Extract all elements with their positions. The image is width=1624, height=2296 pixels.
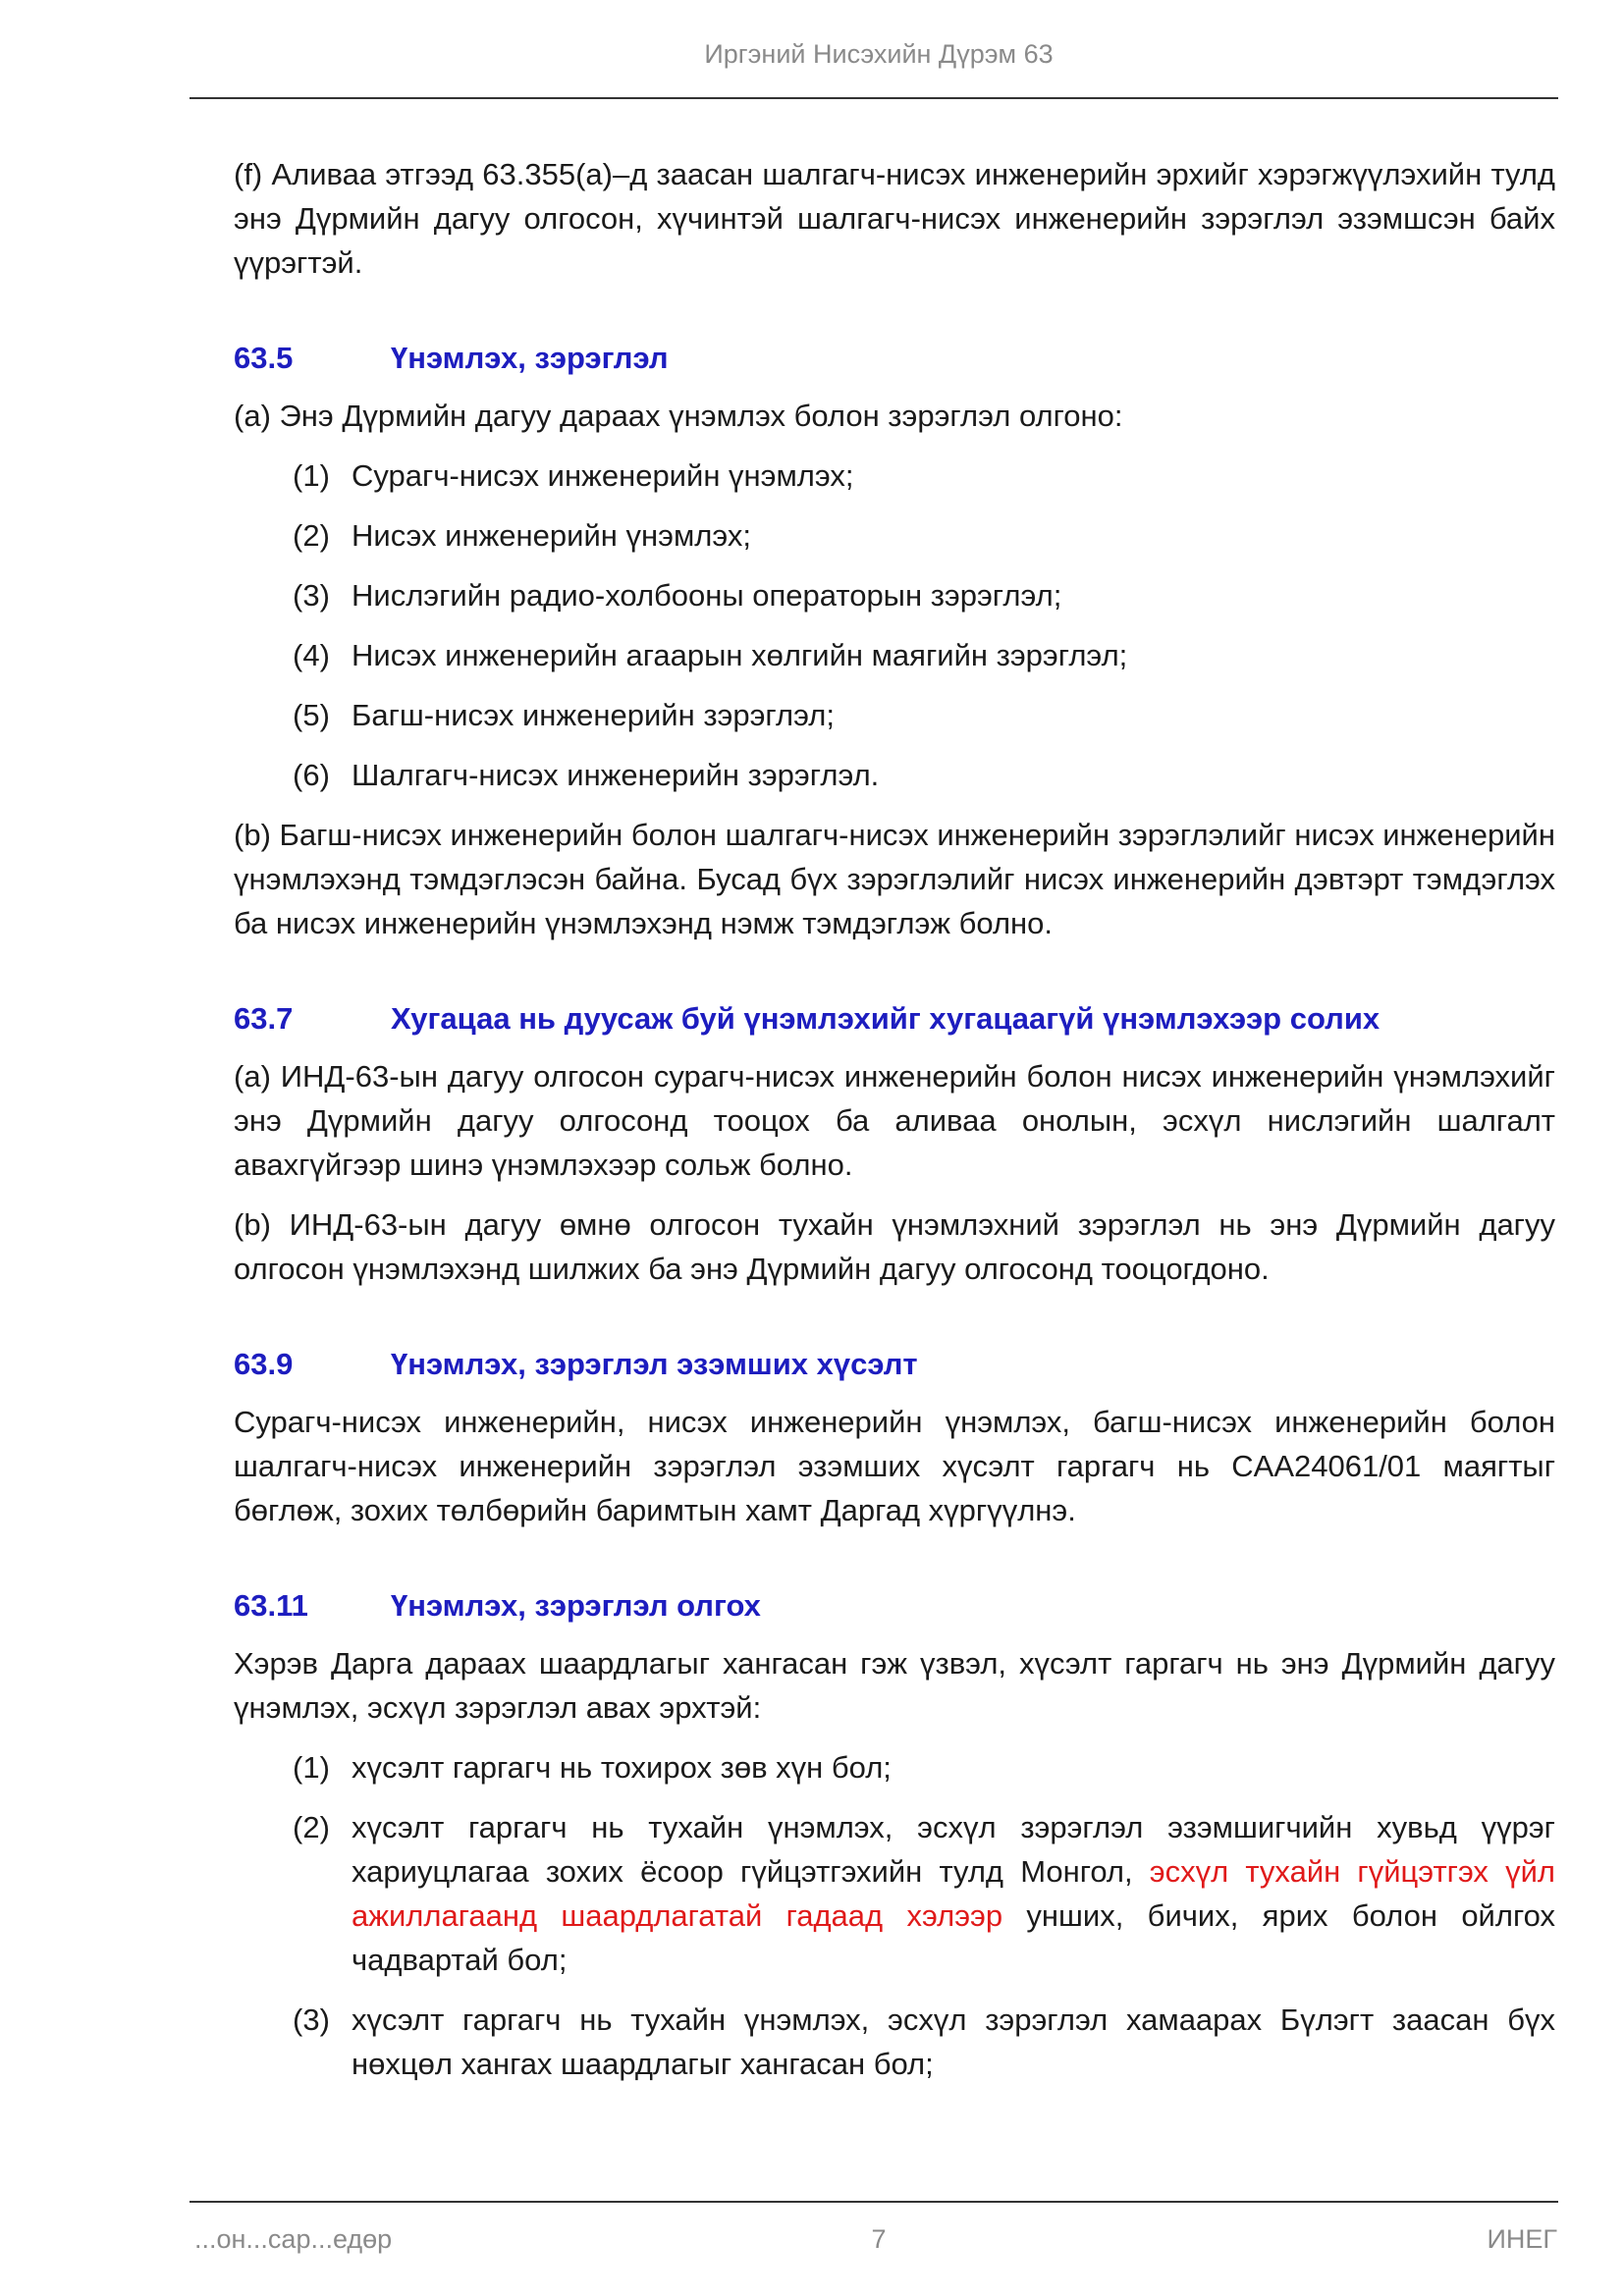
section-heading-63-11	[234, 1583, 1555, 1628]
list-text	[352, 1805, 1555, 1982]
footer-date: ...он...сар...едөр	[194, 2224, 393, 2254]
section-title: Үнэмлэх, зэрэглэл эзэмших хүсэлт	[391, 1347, 918, 1381]
list-item	[293, 693, 1555, 737]
list-number: (6)	[293, 758, 330, 792]
list-number: (2)	[293, 518, 330, 553]
list-text-part: хүсэлт гаргагч нь тухайн үнэмлэх, эсхүл зэрэглэл эзэмшигчийн хувьд үүрэг хариуцлагаа зохих ёсоор гүйцэтгэхийн тулд Монгол,	[352, 1810, 1555, 1889]
list-number: (1)	[293, 1750, 330, 1785]
section-heading-63-5	[234, 336, 1555, 380]
list-number: (5)	[293, 698, 330, 732]
list-item	[293, 753, 1555, 797]
paragraph: Хэрэв Дарга дараах шаардлагыг хангасан гэж үзвэл, хүсэлт гаргагч нь энэ Дүрмийн дагуу үнэмлэх, эсхүл зэрэглэл авах эрхтэй:	[234, 1646, 1555, 1725]
page-number: 7	[871, 2224, 887, 2254]
list-number: (3)	[293, 2002, 330, 2037]
list-text: Сурагч-нисэх инженерийн үнэмлэх;	[352, 458, 854, 493]
highlighted-text: эсхүл тухайн гүйцэтгэх үйл ажиллагаанд шаардлагатай гадаад хэлээр	[352, 1854, 1555, 1933]
list-item	[293, 454, 1555, 498]
running-header: Иргэний Нисэхийн Дүрэм 63	[704, 39, 1054, 69]
footer-org: ИНЕГ	[1487, 2224, 1557, 2254]
list-text-part: унших, бичих, ярих болон ойлгох чадвартай бол;	[352, 1898, 1555, 1977]
list-item	[293, 1745, 1555, 1789]
list-number: (4)	[293, 638, 330, 672]
paragraph-b: (b) ИНД-63-ын дагуу өмнө олгосон тухайн үнэмлэхний зэрэглэл нь энэ Дүрмийн дагуу олгосон үнэмлэхэнд шилжих ба энэ Дүрмийн дагуу олгосонд тооцогдоно.	[234, 1207, 1555, 1286]
list-item	[293, 513, 1555, 558]
paragraph-a: (a) ИНД-63-ын дагуу олгосон сурагч-нисэх инженерийн болон нисэх инженерийн үнэмлэхийг энэ Дүрмийн дагуу олгосонд тооцох ба аливаа онолын, эсхүл нислэгийн шалгалт авахгүйгээр шинэ үнэмлэхээр сольж болно.	[234, 1059, 1555, 1182]
list-item	[293, 573, 1555, 617]
section-heading-63-9	[234, 1342, 1555, 1386]
list-text: Багш-нисэх инженерийн зэрэглэл;	[352, 698, 835, 732]
list-text: хүсэлт гаргагч нь тухайн үнэмлэх, эсхүл зэрэглэл хамаарах Бүлэгт заасан бүх нөхцөл хангах шаардлагыг хангасан бол;	[352, 2002, 1555, 2081]
section-title: Үнэмлэх, зэрэглэл	[391, 341, 669, 375]
list-text: Нисэх инженерийн агаарын хөлгийн маягийн зэрэглэл;	[352, 638, 1128, 672]
footer-divider	[189, 2201, 1558, 2203]
list-item	[293, 633, 1555, 677]
list-number: (2)	[293, 1810, 330, 1844]
list-number: (3)	[293, 578, 330, 613]
section-heading-63-7	[234, 996, 1555, 1041]
paragraph-a: (a) Энэ Дүрмийн дагуу дараах үнэмлэх болон зэрэглэл олгоно:	[234, 399, 1123, 433]
section-number: 63.7	[234, 1001, 294, 1036]
list-item	[293, 1805, 1555, 1982]
document-body	[234, 152, 1555, 2102]
section-number: 63.5	[234, 341, 294, 375]
list-text: Нисэх инженерийн үнэмлэх;	[352, 518, 751, 553]
header-divider	[189, 97, 1558, 99]
list-item	[293, 1998, 1555, 2086]
section-number: 63.9	[234, 1347, 294, 1381]
list-number: (1)	[293, 458, 330, 493]
paragraph-b: (b) Багш-нисэх инженерийн болон шалгагч-нисэх инженерийн зэрэглэлийг нисэх инженерийн үнэмлэхэнд тэмдэглэсэн байна. Бусад бүх зэрэглэлийг нисэх инженерийн дэвтэрт тэмдэглэх ба нисэх инженерийн үнэмлэхэнд нэмж тэмдэглэж болно.	[234, 818, 1555, 940]
section-title: Үнэмлэх, зэрэглэл олгох	[391, 1588, 761, 1623]
paragraph-f: (f) Аливаа этгээд 63.355(a)–д заасан шалгагч-нисэх инженерийн эрхийг хэрэгжүүлэхийн тулд энэ Дүрмийн дагуу олгосон, хүчинтэй шалгагч-нисэх инженерийн зэрэглэл эзэмшсэн байх үүрэгтэй.	[234, 157, 1555, 280]
list-text: Нислэгийн радио-холбооны операторын зэрэглэл;	[352, 578, 1062, 613]
list-text: Шалгагч-нисэх инженерийн зэрэглэл.	[352, 758, 880, 792]
section-number: 63.11	[234, 1588, 308, 1623]
paragraph: Сурагч-нисэх инженерийн, нисэх инженерийн үнэмлэх, багш-нисэх инженерийн болон шалгагч-нисэх инженерийн зэрэглэл эзэмших хүсэлт гаргагч нь CAA24061/01 маягтыг бөглөж, зохих төлбөрийн баримтын хамт Даргад хүргүүлнэ.	[234, 1405, 1555, 1527]
list-text: хүсэлт гаргагч нь тохирох зөв хүн бол;	[352, 1750, 892, 1785]
section-title: Хугацаа нь дуусаж буй үнэмлэхийг хугацаагүй үнэмлэхээр солих	[391, 1001, 1380, 1036]
